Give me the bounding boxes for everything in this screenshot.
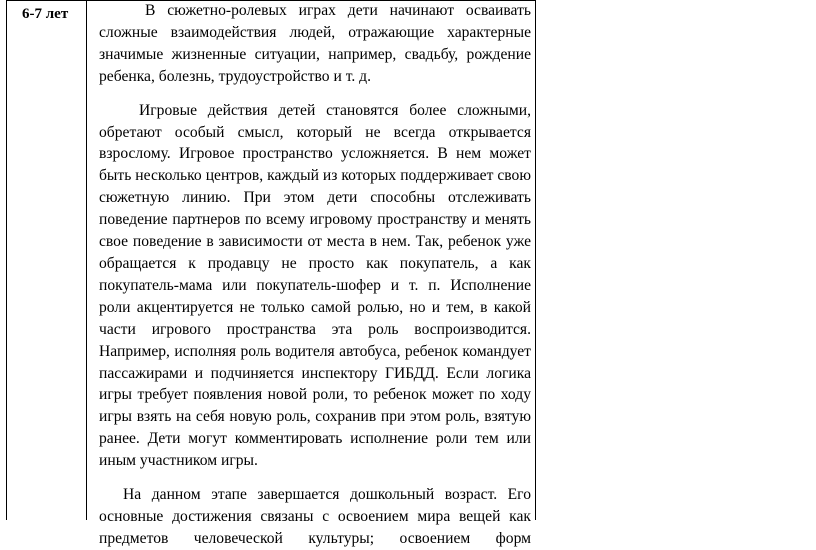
age-group-label: 6-7 лет xyxy=(22,6,69,22)
table-left-border xyxy=(6,0,7,520)
table-right-border xyxy=(535,0,536,520)
table-column-divider xyxy=(86,0,87,520)
paragraph-game-actions: Игровые действия детей становятся более сложными, обретают особый смысл, который не всегда открывается взрослому. Игровое пространство усложняется. В нем может быть несколько центров, каждый из которых поддерживает свою сюжетную линию. При этом дети способны отслеживать поведение партнеров по всему игровому пространству и менять свое поведение в зависимости от места в нем. Так, ребенок уже обращается к продавцу не просто как покупатель, а как покупатель-мама или покупатель-шофер и т. п. Исполнение роли акцентируется не только самой ролью, но и тем, в какой части игрового пространства эта роль воспроизводится. Например, исполняя роль водителя автобуса, ребенок командует пассажирами и подчиняется инспектору ГИБДД. Если логика игры требует появления новой роли, то ребенок может по ходу игры взять на себя новую роль, сохранив при этом роль, взятую ранее. Дети могут комментировать исполнение роли тем или иным участником игры. xyxy=(99,101,531,470)
paragraph-preschool-end: На данном этапе завершается дошкольный возраст. Его основные достижения связаны с освоением мира вещей как предметов человеческой культуры; освоением форм xyxy=(99,486,531,547)
description-cell xyxy=(99,0,531,550)
paragraph-role-play: В сюжетно-ролевых играх дети начинают осваивать сложные взаимодействия людей, отражающие характерные значимые жизненные ситуации, например, свадьбу, рождение ребенка, болезнь, трудоустройство и т. д. xyxy=(99,2,531,85)
